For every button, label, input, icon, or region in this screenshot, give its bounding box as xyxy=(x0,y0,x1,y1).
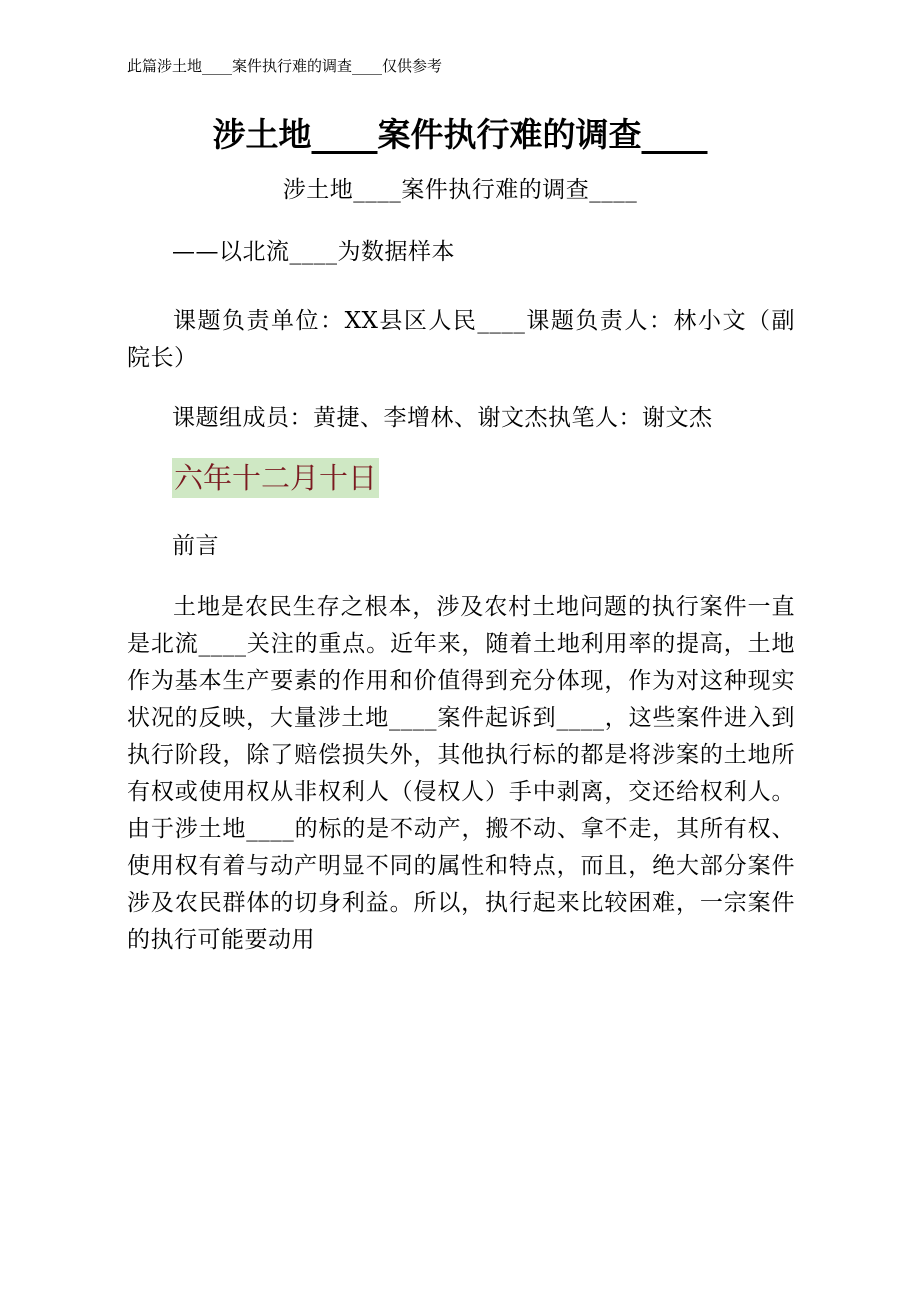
members-paragraph: 课题组成员：黄捷、李增林、谢文杰执笔人：谢文杰 xyxy=(172,405,713,431)
preface-heading: 前言 xyxy=(172,533,219,559)
page-title: 涉土地____案件执行难的调查____ xyxy=(212,115,708,154)
document-subtitle: 涉土地____案件执行难的调查____ xyxy=(282,177,638,203)
header-note: 此篇涉土地____案件执行难的调查____仅供参考 xyxy=(127,57,443,75)
document-sub-subtitle: ——以北流____为数据样本 xyxy=(172,239,455,265)
preface-body: 土地是农民生存之根本，涉及农村土地问题的执行案件一直是北流____关注的重点。近年来，随着土地利用率的提高，土地作为基本生产要素的作用和价值得到充分体现，作为对这种现实状况的反映，大量涉土地____案件起诉到____，这些案件进入到执行阶段，除了赔偿损失外，其他执行标的都是将涉案的土地所有权或使用权从非权利人（侵权人）手中剥离，交还给权利人。由于涉土地____的标的是不动产，搬不动、拿不走，其所有权、使用权有着与动产明显不同的属性和特点，而且，绝大部分案件涉及农民群体的切身利益。所以，执行起来比较困难，一宗案件的执行可能要动用 xyxy=(127,594,795,953)
date-highlight: 六年十二月十日 xyxy=(172,458,379,498)
responsible-unit-paragraph: 课题负责单位：XX县区人民____课题负责人：林小文（副院长） xyxy=(127,308,795,371)
